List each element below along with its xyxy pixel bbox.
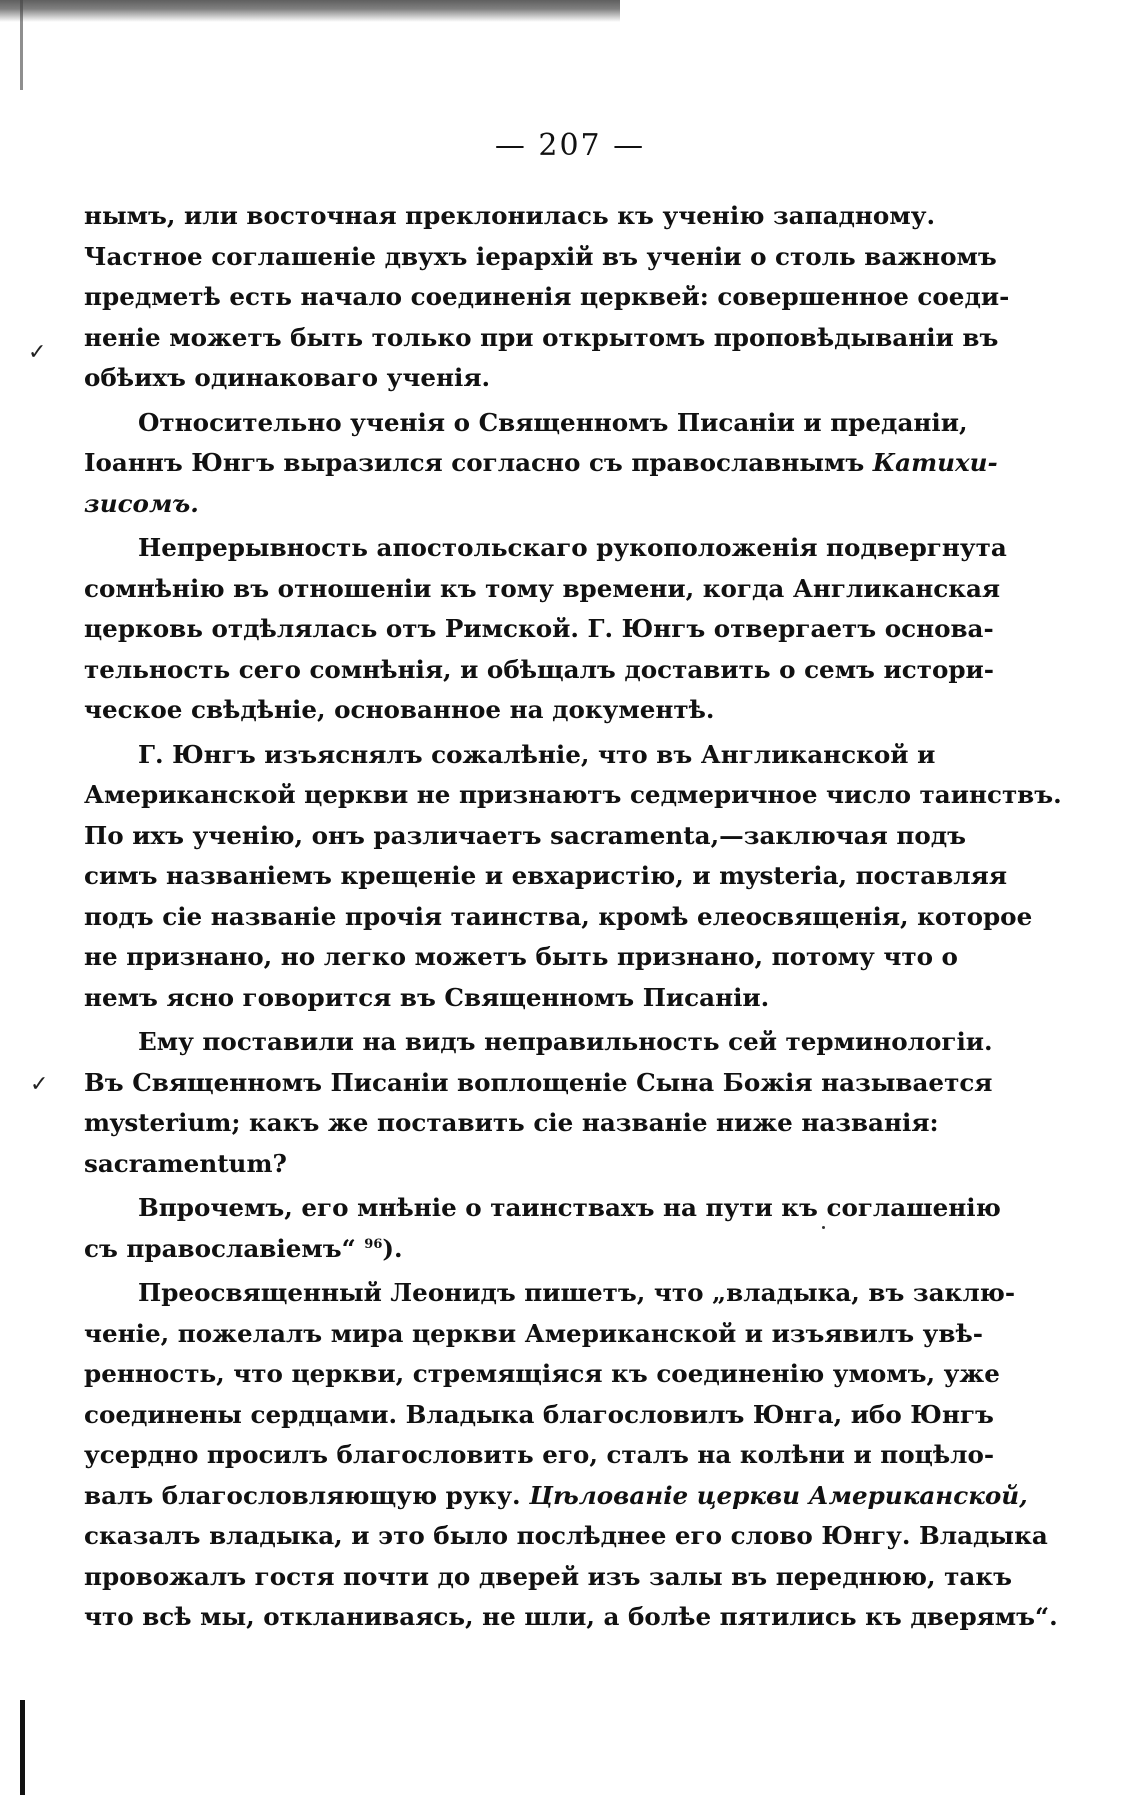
text-line: съ православіемъ“ $^{96}$).	[84, 1233, 403, 1263]
scan-edge-left	[20, 0, 23, 90]
text-line: усердно просилъ благословить его, сталъ на колѣни и поцѣло-	[84, 1440, 995, 1469]
text-line: Частное соглашеніе двухъ іерархій въ ученіи о столь важномъ	[84, 241, 997, 271]
scan-edge-top	[0, 0, 620, 22]
text-line: сомнѣнію въ отношеніи къ тому времени, когда Англиканская	[84, 573, 1001, 603]
text-line: Въ Священномъ Писаніи воплощеніе Сына Божія называется	[84, 1067, 993, 1097]
text-line: Впрочемъ, его мнѣніе о таинствахъ на пути къ соглашенію	[138, 1193, 1001, 1222]
text-line: симъ названіемъ крещеніе и евхаристію, и mysteria, поставляя	[84, 861, 1007, 890]
text-line: не признано, но легко можетъ быть признано, потому что о	[84, 942, 958, 971]
text-line: валъ благословляющую руку. Цѣлованіе церкви Американской,	[84, 1480, 1028, 1510]
text-line: Относительно ученія о Священномъ Писаніи и преданіи,	[138, 407, 968, 437]
text-line: зисомъ.	[84, 488, 199, 518]
text-line: немъ ясно говорится въ Священномъ Писаніи.	[84, 982, 770, 1012]
text-line: Американской церкви не признаютъ седмеричное число таинствъ.	[84, 780, 1062, 809]
text-line: Ему поставили на видъ неправильность сей терминологіи.	[138, 1027, 993, 1056]
text-line: ченіе, пожелалъ мира церкви Американской и изъявилъ увѣ-	[84, 1318, 983, 1348]
margin-check-icon: ✓	[30, 1072, 49, 1097]
text-line: обѣихъ одинаковаго ученія.	[84, 363, 491, 392]
footnote-ref: 96	[364, 1236, 383, 1252]
margin-check-icon: ✓	[28, 340, 47, 365]
text-line: подъ сіе названіе прочія таинства, кромѣ елеосвященія, которое	[84, 901, 1033, 931]
text-line: неніе можетъ быть только при открытомъ проповѣдываніи въ	[84, 322, 999, 352]
text-line: что всѣ мы, откланиваясь, не шли, а болѣе пятились къ дверямъ“.	[84, 1602, 1058, 1631]
scan-edge-bottom	[20, 1700, 25, 1795]
text-line: mysterium; какъ же поставить сіе названіе ниже названія:	[84, 1108, 939, 1137]
text-line: церковь отдѣлялась отъ Римской. Г. Юнгъ отвергаетъ основа-	[84, 614, 994, 643]
text-line: Непрерывность апостольскаго рукоположенія подвергнута	[138, 533, 1007, 562]
page-number: — 207 —	[494, 128, 646, 163]
text-line: sacramentum?	[84, 1148, 287, 1178]
text-line: Преосвященный Леонидъ пишетъ, что „владыка, въ заклю-	[138, 1278, 1016, 1307]
text-line: соединены сердцами. Владыка благословилъ Юнга, ибо Юнгъ	[84, 1399, 994, 1429]
text-line: ренность, что церкви, стремящіяся къ соединенію умомъ, уже	[84, 1359, 1000, 1388]
text-line: Г. Юнгъ изъяснялъ сожалѣніе, что въ Англиканской и	[138, 739, 936, 769]
text-line: провожалъ гостя почти до дверей изъ залы въ переднюю, такъ	[84, 1561, 1012, 1591]
body-text	[84, 196, 1062, 1638]
text-line: предметѣ есть начало соединенія церквей: совершенное соеди-	[84, 282, 1010, 311]
text-line: тельность сего сомнѣнія, и обѣщалъ доставить о семъ истори-	[84, 654, 994, 684]
text-line: ческое свѣдѣніе, основанное на документѣ.	[84, 695, 715, 724]
text-line: По ихъ ученію, онъ различаетъ sacramenta,—заключая подъ	[84, 820, 967, 850]
text-line: сказалъ владыка, и это было послѣднее его слово Юнгу. Владыка	[84, 1521, 1048, 1550]
text-line: нымъ, или восточная преклонилась къ ученію западному.	[84, 201, 936, 230]
text-line: Іоаннъ Юнгъ выразился согласно съ православнымъ Катихи-	[84, 448, 998, 477]
